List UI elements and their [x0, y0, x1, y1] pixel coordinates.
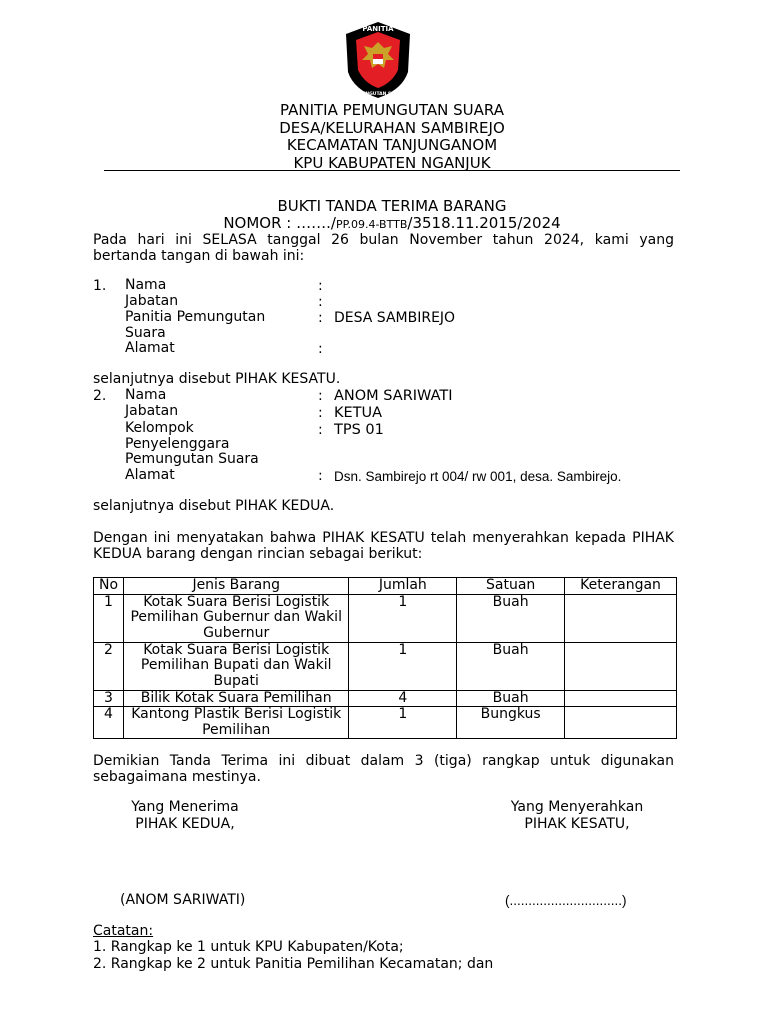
party2-nama-label: Nama	[125, 387, 167, 403]
label-line: Suara	[125, 324, 166, 341]
table-row	[94, 642, 677, 690]
cell-line: Bupati	[213, 672, 259, 689]
cell-jumlah: 1	[349, 594, 457, 642]
table-row	[94, 594, 677, 642]
cell-satuan: Buah	[457, 690, 565, 707]
cell-line: Gubernur	[203, 624, 270, 641]
party1-nama-label: Nama	[125, 277, 167, 293]
intro-paragraph: Pada hari ini SELASA tanggal 26 bulan November tahun 2024, kami yang bertanda tangan di bawah ini:	[93, 232, 674, 264]
party2-kpps-value: TPS 01	[334, 422, 384, 438]
left-signature-party: PIHAK KEDUA,	[135, 816, 235, 832]
colon: :	[318, 310, 323, 326]
notes-title: Catatan:	[93, 923, 154, 939]
note-item: 2. Rangkap ke 2 untuk Panitia Pemilihan Kecamatan; dan	[93, 956, 494, 972]
cell-line: Kantong Plastik Berisi Logistik	[131, 706, 342, 722]
party2-alamat-label: Alamat	[125, 467, 175, 483]
cell-line: Kotak Suara Berisi Logistik	[143, 641, 330, 658]
cell-line: Kotak Suara Berisi Logistik	[143, 593, 330, 610]
cell-no: 3	[94, 690, 124, 707]
party2-closing: selanjutnya disebut PIHAK KEDUA.	[93, 498, 335, 514]
label-line: Kelompok	[125, 420, 194, 436]
cell-satuan: Bungkus	[457, 707, 565, 739]
logo-bottom-text: PEMUNGUTAN SUARA	[350, 92, 406, 97]
party1-number: 1.	[93, 278, 107, 294]
cell-jenis	[123, 642, 348, 690]
colon: :	[318, 422, 323, 438]
party2-kpps-label	[125, 421, 259, 468]
cell-no: 2	[94, 642, 124, 690]
cell-no: 4	[94, 707, 124, 739]
right-signature-name: (..............................)	[505, 893, 627, 908]
party1-jabatan-label: Jabatan	[125, 293, 179, 309]
header-jenis: Jenis Barang	[123, 578, 348, 595]
colon: :	[318, 468, 323, 484]
label-line: Penyelenggara	[125, 435, 230, 452]
cell-jumlah: 1	[349, 642, 457, 690]
nomor-prefix: NOMOR : ……./	[223, 214, 336, 232]
label-line: Pemungutan Suara	[125, 451, 259, 467]
party1-alamat-label: Alamat	[125, 340, 175, 356]
nomor-suffix: /3518.11.2015/2024	[407, 214, 561, 232]
cell-keterangan	[565, 690, 677, 707]
header-no: No	[94, 578, 124, 595]
letterhead	[104, 102, 680, 172]
label-line: Panitia Pemungutan	[125, 309, 266, 325]
party2-nama-value: ANOM SARIWATI	[334, 388, 453, 404]
cell-line: Pemilihan Gubernur dan Wakil	[130, 609, 342, 625]
header-satuan: Satuan	[457, 578, 565, 595]
header-jumlah: Jumlah	[349, 578, 457, 595]
header-divider	[104, 170, 680, 171]
cell-jumlah: 1	[349, 707, 457, 739]
colon: :	[318, 388, 323, 404]
document-title: BUKTI TANDA TERIMA BARANG	[277, 197, 507, 215]
left-signature-name: (ANOM SARIWATI)	[120, 892, 246, 908]
colon: :	[318, 405, 323, 421]
cell-line: Pemilihan Bupati dan Wakil	[140, 657, 332, 673]
logo-top-text: PANITIA	[362, 25, 394, 33]
right-signature-party: PIHAK KESATU,	[524, 816, 630, 832]
party2-number: 2.	[93, 388, 107, 404]
cell-jenis	[123, 594, 348, 642]
statement-paragraph: Dengan ini menyatakan bahwa PIHAK KESATU telah menyerahkan kepada PIHAK KEDUA barang dengan rincian sebagai berikut:	[93, 530, 674, 562]
document-number	[104, 215, 680, 233]
note-item: 1. Rangkap ke 1 untuk KPU Kabupaten/Kota;	[93, 939, 404, 955]
letterhead-line: DESA/KELURAHAN SAMBIREJO	[279, 118, 505, 137]
table-row	[94, 707, 677, 739]
cell-keterangan	[565, 707, 677, 739]
party1-pps-label	[125, 310, 265, 341]
cell-keterangan	[565, 594, 677, 642]
letterhead-line: PANITIA PEMUNGUTAN SUARA	[280, 101, 504, 119]
colon: :	[318, 278, 323, 294]
nomor-code: PP.09.4-BTTB	[335, 218, 408, 231]
left-signature-role: Yang Menerima	[131, 799, 239, 815]
party1-pps-value: DESA SAMBIREJO	[334, 310, 456, 326]
colon: :	[318, 294, 323, 310]
items-table	[93, 577, 677, 739]
cell-satuan: Buah	[457, 594, 565, 642]
party2-jabatan-value: KETUA	[334, 405, 383, 421]
right-signature-role: Yang Menyerahkan	[510, 799, 644, 815]
letterhead-line: KECAMATAN TANJUNGANOM	[286, 136, 498, 154]
cell-jumlah: 4	[349, 690, 457, 707]
header-keterangan: Keterangan	[565, 578, 677, 595]
table-header-row	[94, 578, 677, 595]
party2-alamat-value: Dsn. Sambirejo rt 004/ rw 001, desa. Sambirejo.	[334, 469, 622, 484]
closing-paragraph: Demikian Tanda Terima ini dibuat dalam 3 (tiga) rangkap untuk digunakan sebagaimana mestinya.	[93, 753, 674, 785]
cell-jenis: Bilik Kotak Suara Pemilihan	[123, 690, 348, 707]
cell-line: Pemilihan	[202, 721, 271, 738]
cell-jenis	[123, 707, 348, 739]
party2-jabatan-label: Jabatan	[125, 403, 179, 419]
cell-keterangan	[565, 642, 677, 690]
kpu-logo	[342, 20, 414, 100]
cell-no: 1	[94, 594, 124, 642]
colon: :	[318, 341, 323, 357]
cell-satuan: Buah	[457, 642, 565, 690]
party1-closing: selanjutnya disebut PIHAK KESATU.	[93, 371, 341, 387]
letterhead-line: KPU KABUPATEN NGANJUK	[293, 153, 491, 172]
table-row	[94, 690, 677, 707]
